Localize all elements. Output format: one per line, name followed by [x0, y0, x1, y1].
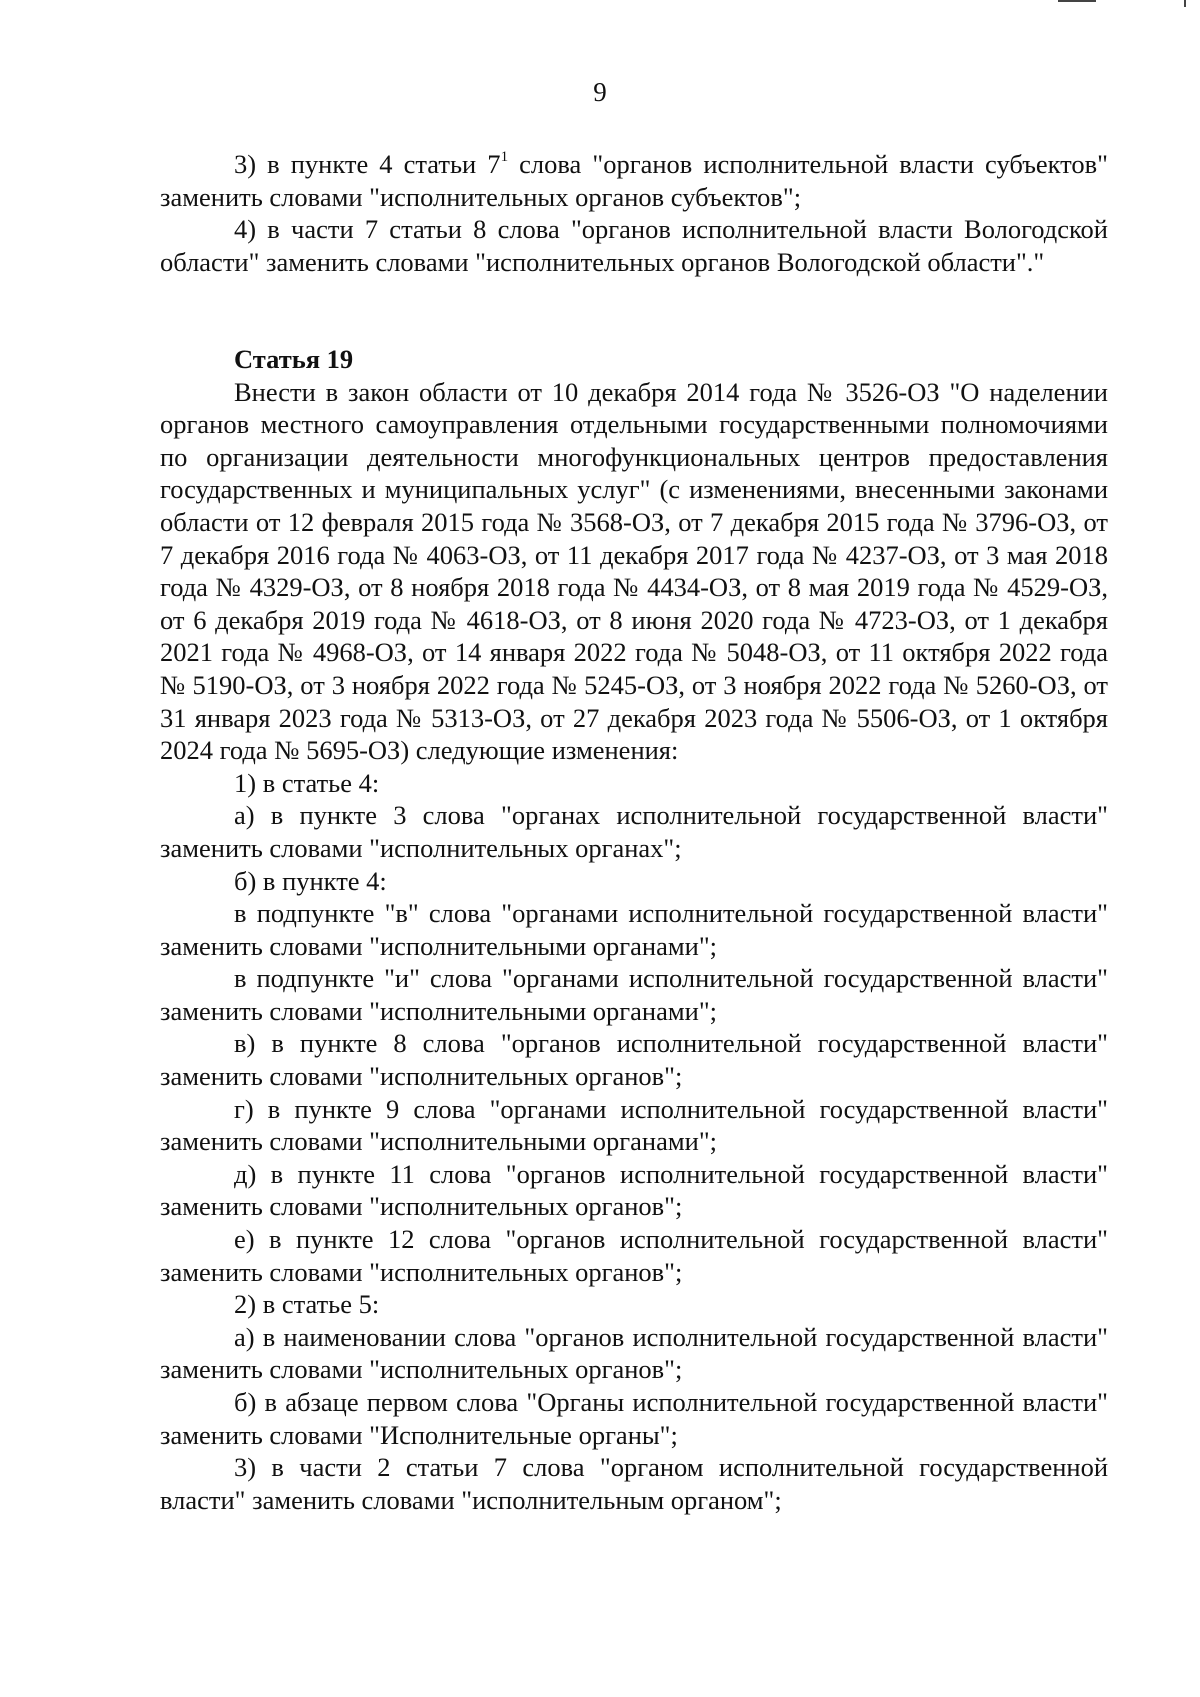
scan-artifact-top-right	[1184, 0, 1186, 7]
amendment-item-3-text: 3) в пункте 4 статьи 7	[234, 149, 501, 179]
article-paragraph: е) в пункте 12 слова "органов исполнительной государственной власти" заменить словами "исполнительных органов";	[160, 1224, 1108, 1287]
article-intro: Внести в закон области от 10 декабря 2014 года № 3526-ОЗ "О наделении органов местного самоуправления отдельными государственными полномочиями по организации деятельности многофункциональных центров предоставления государственных и муниципальных услуг" (с изменениями, внесенными законами области от 12 февраля 2015 года № 3568-ОЗ, от 7 декабря 2015 года № 3796-ОЗ, от 7 декабря 2016 года № 4063-ОЗ, от 11 декабря 2017 года № 4237-ОЗ, от 3 мая 2018 года № 4329-ОЗ, от 8 ноября 2018 года № 4434-ОЗ, от 8 мая 2019 года № 4529-ОЗ, от 6 декабря 2019 года № 4618-ОЗ, от 8 июня 2020 года № 4723-ОЗ, от 1 декабря 2021 года № 4968-ОЗ, от 14 января 2022 года № 5048-ОЗ, от 11 октября 2022 года № 5190-ОЗ, от 3 ноября 2022 года № 5245-ОЗ, от 3 ноября 2022 года № 5260-ОЗ, от 31 января 2023 года № 5313-ОЗ, от 27 декабря 2023 года № 5506-ОЗ, от 1 октября 2024 года № 5695-ОЗ) следующие изменения:	[160, 376, 1108, 766]
article-paragraph: б) в пункте 4:	[234, 865, 387, 896]
amendment-item-3-rest: слова "органов исполнительной власти субъектов" заменить словами "исполнительных органов субъектов";	[160, 149, 1108, 212]
article-paragraph: д) в пункте 11 слова "органов исполнительной государственной власти" заменить словами "исполнительных органов";	[160, 1158, 1108, 1222]
article-paragraph: в подпункте "и" слова "органами исполнительной государственной власти" заменить словами "исполнительными органами";	[160, 963, 1108, 1026]
article-paragraph: 1) в статье 4:	[234, 767, 380, 798]
article-paragraph: в) в пункте 8 слова "органов исполнительной государственной власти" заменить словами "исполнительных органов";	[160, 1028, 1108, 1092]
article-paragraph: г) в пункте 9 слова "органами исполнительной государственной власти" заменить словами "исполнительными органами";	[160, 1093, 1108, 1157]
amendment-item-4: 4) в части 7 статьи 8 слова "органов исполнительной власти Вологодской области" заменить словами "исполнительных органов Вологодской области"."	[160, 214, 1108, 277]
article-paragraph: а) в наименовании слова "органов исполнительной государственной власти" заменить словами "исполнительных органов";	[160, 1321, 1108, 1385]
article-heading: Статья 19	[234, 344, 354, 374]
article-paragraph: в подпункте "в" слова "органами исполнительной государственной власти" заменить словами "исполнительными органами";	[160, 898, 1108, 961]
superscript-index: 1	[500, 149, 509, 165]
article-paragraph: а) в пункте 3 слова "органах исполнительной государственной власти" заменить словами "исполнительных органах";	[160, 800, 1108, 863]
article-paragraph: б) в абзаце первом слова "Органы исполнительной государственной власти" заменить словами "Исполнительные органы";	[160, 1387, 1108, 1450]
article-paragraphs	[160, 767, 1108, 1517]
article-paragraph: 3) в части 2 статьи 7 слова "органом исполнительной государственной власти" заменить словами "исполнительным органом";	[160, 1452, 1108, 1515]
scan-artifact-top	[1058, 0, 1096, 2]
page-number: 9	[593, 77, 607, 107]
amendment-item-3	[160, 148, 1108, 213]
amendment-continuation	[160, 148, 1108, 278]
article-paragraph: 2) в статье 5:	[234, 1289, 380, 1320]
article-section	[160, 343, 1108, 1516]
